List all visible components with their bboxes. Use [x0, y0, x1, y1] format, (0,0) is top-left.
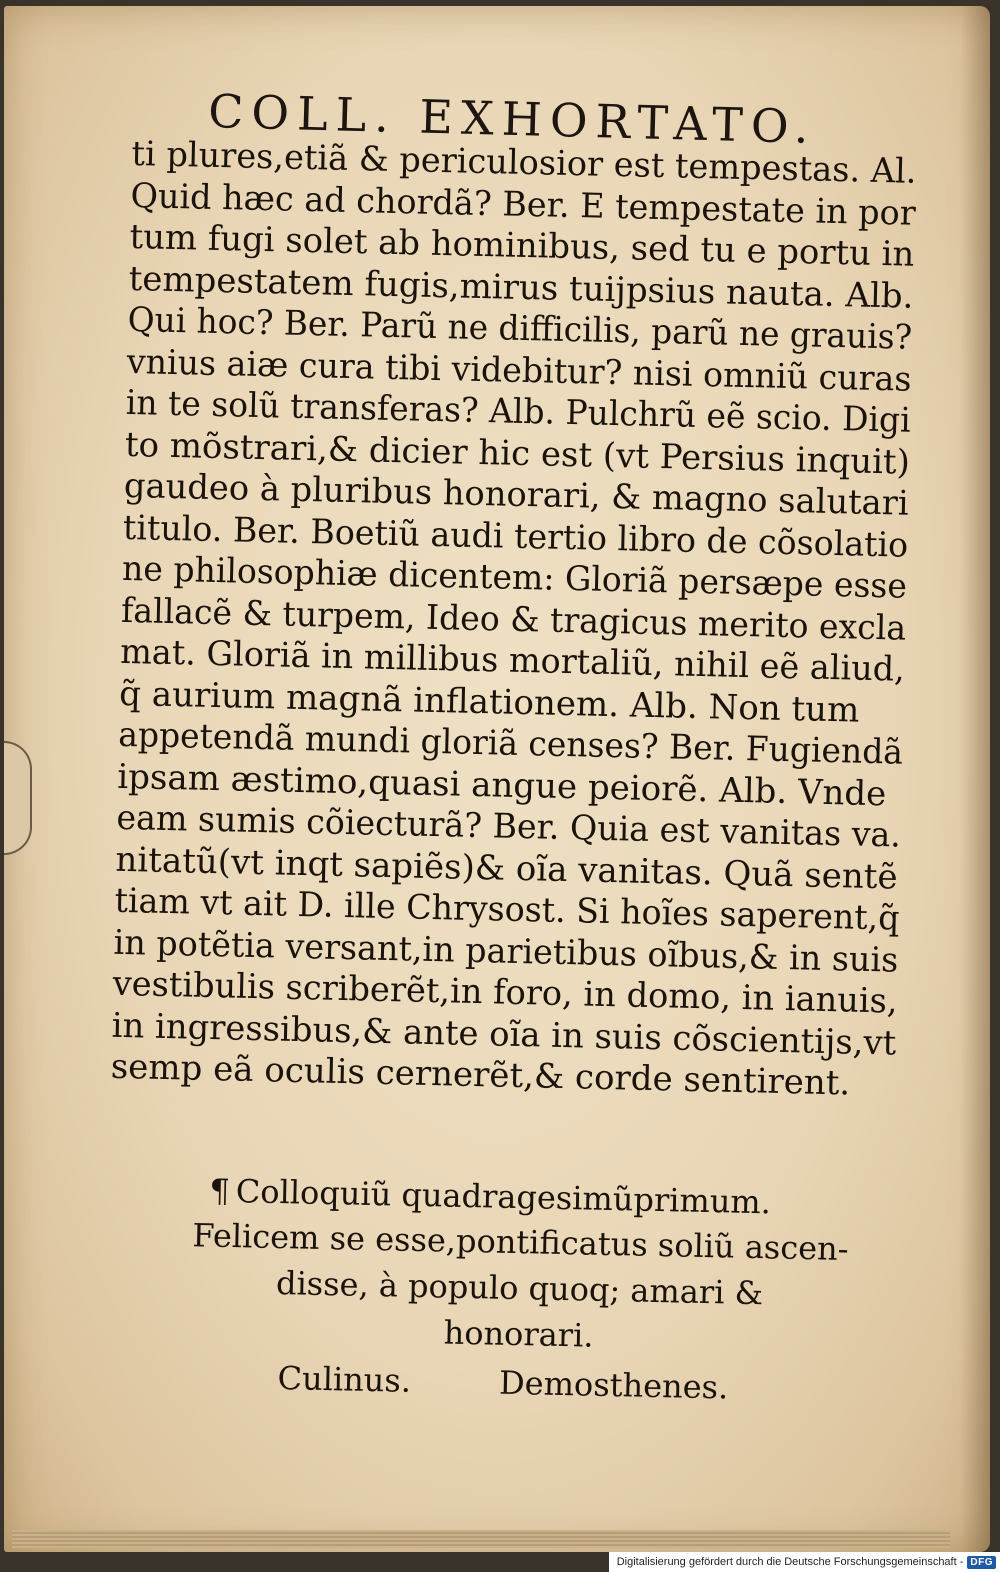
text-line: to mõstrari,& dicier hic est (vt Persius inquit) — [124, 424, 911, 483]
colloquy-title-text: Colloquiũ quadragesimũprimum. — [235, 1172, 772, 1222]
pilcrow-icon: ¶ — [209, 1171, 231, 1211]
text-line: in te solũ transferas? Alb. Pulchrũ eẽ scio. Digi — [125, 382, 912, 441]
text-line: eam sumis cõiecturã? Ber. Quia est vanitas va. — [116, 797, 902, 856]
text-line: semp eã oculis cernerẽt,& corde sentirent. — [110, 1046, 851, 1104]
text-line: in potẽtia versant,in parietibus oĩbus,& in suis — [113, 922, 899, 981]
text-line: in ingressibus,& ante oĩa in suis cõscientijs,vt — [111, 1005, 897, 1064]
text-line: q̃ aurium magnã inflationem. Alb. Non tum — [118, 673, 860, 731]
text-line: mat. Gloriã in millibus mortaliũ, nihil eẽ aliud, — [119, 631, 906, 690]
dfg-logo-icon: DFG — [967, 1556, 996, 1569]
spine-shadow — [960, 6, 990, 1552]
body-text — [110, 134, 916, 1106]
text-line: ti plures,etiã & periculosior est tempestas. Al. — [131, 134, 917, 192]
text-line: tiam vt ait D. ille Chrysost. Si hoĩes saperent,q̃ — [114, 880, 900, 939]
summary-line: disse, à populo quoq; amari & — [275, 1263, 764, 1313]
text-line: vnius aiæ cura tibi videbitur? nisi omniũ curas — [126, 341, 912, 400]
text-line: Quid hæc ad chordã? Ber. E tempestate in por — [130, 175, 917, 234]
text-line: vestibulis scriberẽt,in foro, in domo, in ianuis, — [112, 963, 899, 1022]
text-line: tum fugi solet ab hominibus, sed tu e portu in — [129, 216, 915, 275]
text-line: nitatũ(vt inqt sapiẽs)& oĩa vanitas. Quã sentẽ — [115, 839, 899, 898]
colloquy-summary — [158, 1212, 881, 1365]
book-page — [4, 6, 990, 1552]
text-line: ne philosophiæ dicentem: Gloriã persæpe esse — [121, 548, 908, 607]
text-line: fallacẽ & turpem, Ideo & tragicus merito excla — [120, 590, 907, 649]
speaker-list — [177, 1354, 878, 1413]
text-line: Qui hoc? Ber. Parũ ne difficilis, parũ ne grauis? — [127, 299, 913, 358]
speaker-name: Culinus. — [277, 1359, 412, 1400]
text-line: appetendã mundi gloriã censes? Ber. Fugiendã — [117, 714, 904, 773]
text-line: titulo. Ber. Boetiũ audi tertio libro de cõsolatio — [122, 507, 909, 566]
running-head: COLL. EXHORTATO. — [207, 84, 818, 154]
colloquy-section — [177, 1168, 882, 1413]
page-edge-tab — [4, 741, 32, 855]
summary-line: Felicem se esse,pontificatus soliũ ascen- — [192, 1216, 849, 1268]
funding-credit: Digitalisierung gefördert durch die Deutsche Forschungsgemeinschaft - — [616, 1556, 964, 1568]
funding-footer — [609, 1552, 1000, 1572]
page-stack-edge — [12, 1530, 950, 1548]
text-line: ipsam æstimo,quasi angue peiorẽ. Alb. Vnde — [116, 756, 887, 814]
speaker-name: Demosthenes. — [498, 1363, 729, 1407]
text-line: gaudeo à pluribus honorari, & magno salutari — [123, 465, 910, 524]
text-line: tempestatem fugis,mirus tuijpsius nauta. Alb. — [128, 258, 914, 317]
summary-line: honorari. — [443, 1313, 594, 1355]
